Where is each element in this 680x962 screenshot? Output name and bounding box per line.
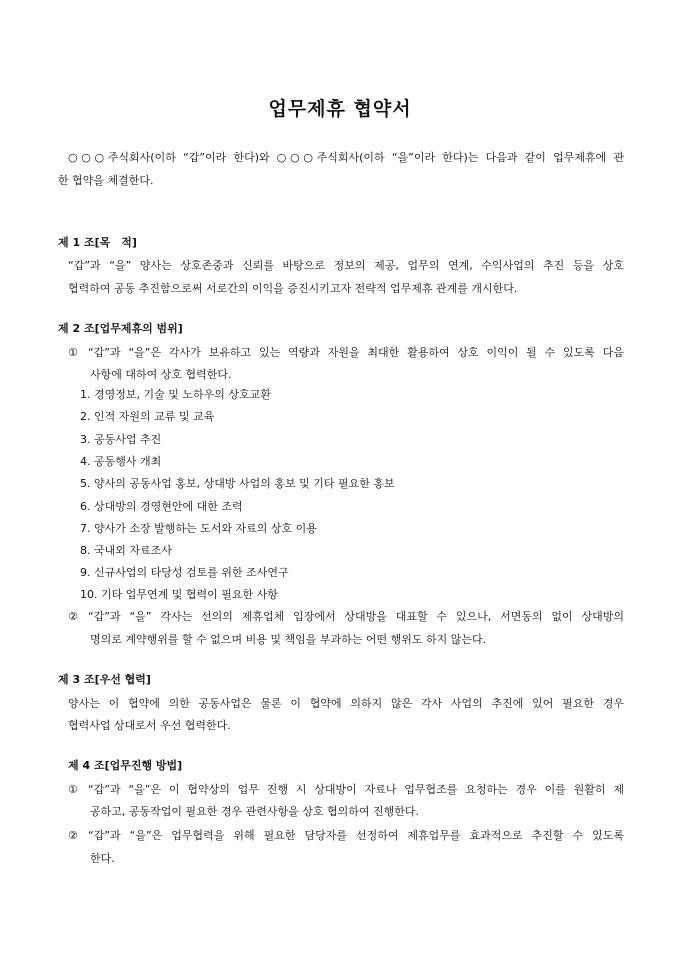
article-2-item-3: 3. 공동사업 추진 (80, 433, 162, 446)
preamble-line-2: 한 협약을 체결한다. (58, 174, 154, 187)
article-2-para-2-line-1: “갑”과 “을” 각사는 선의의 제휴업체 입장에서 상대방을 대표할 수 있으나, 서면동의 없이 상대방의 (88, 610, 624, 623)
article-4-para-1-line-1: “갑”과 “을”은 이 협약상의 업무 진행 시 상대방이 자료나 업무협조를 요청하는 경우 이를 원활히 제 (88, 783, 624, 796)
article-2-para-1-marker: ① (68, 346, 78, 359)
article-4-para-2-line-1: “갑”과 “을”은 업무협력을 위해 필요한 담당자를 선정하여 제휴업무를 효과적으로 추진할 수 있도록 (88, 829, 624, 842)
article-3-line-2: 협력사업 상대로서 우선 협력한다. (68, 719, 231, 732)
article-3-heading: 제 3 조[우선 협력] (58, 673, 151, 686)
article-4-para-2-line-2: 한다. (90, 852, 115, 865)
article-1-line-2: 협력하여 공동 추진함으로써 서로간의 이익을 증진시키고자 전략적 업무제휴 관계를 개시한다. (68, 282, 518, 295)
article-2-para-1-line-2: 사항에 대하여 상호 협력한다. (90, 368, 232, 381)
document-title: 업무제휴 협약서 (268, 98, 412, 120)
article-4-para-1-marker: ① (68, 783, 78, 796)
article-1-heading: 제 1 조[목 적] (58, 236, 137, 249)
article-2-heading: 제 2 조[업무제휴의 범위] (58, 322, 183, 335)
article-2-item-7: 7. 양사가 소장 발행하는 도서와 자료의 상호 이용 (80, 522, 317, 535)
article-4-heading: 제 4 조[업무진행 방법] (68, 759, 183, 772)
article-3-line-1: 양사는 이 협약에 의한 공동사업은 물론 이 협약에 의하지 않은 각사 사업의 추진에 있어 필요한 경우 (68, 697, 624, 710)
article-2-item-6: 6. 상대방의 경영현안에 대한 조력 (80, 500, 243, 513)
article-4-para-1-line-2: 공하고, 공동작업이 필요한 경우 관련사항을 상호 협의하여 진행한다. (90, 805, 419, 818)
article-2-item-2: 2. 인적 자원의 교류 및 교육 (80, 410, 215, 423)
article-2-item-1: 1. 경영정보, 기술 및 노하우의 상호교환 (80, 388, 271, 401)
article-2-para-2-marker: ② (68, 610, 78, 623)
article-2-item-8: 8. 국내외 자료조사 (80, 544, 172, 557)
article-2-para-2-line-2: 명의로 계약행위를 할 수 없으며 비용 및 책임을 부과하는 어떤 행위도 하지 않는다. (90, 633, 487, 646)
preamble-line-1: ○○○주식회사(이하 “갑”이라 한다)와 ○○○주식회사(이하 “을”이라 한다)는 다음과 같이 업무제휴에 관 (68, 151, 624, 164)
article-2-para-1-line-1: “갑”과 “을”은 각사가 보유하고 있는 역량과 자원을 최대한 활용하여 상호 이익이 될 수 있도록 다음 (88, 346, 624, 359)
article-1-line-1: “갑”과 “을” 양사는 상호존중과 신뢰를 바탕으로 정보의 제공, 업무의 연계, 수익사업의 추진 등을 상호 (68, 259, 624, 272)
article-2-item-5: 5. 양사의 공동사업 홍보, 상대방 사업의 홍보 및 기타 필요한 홍보 (80, 477, 395, 490)
article-4-para-2-marker: ② (68, 829, 78, 842)
article-2-item-4: 4. 공동행사 개최 (80, 455, 162, 468)
article-2-item-9: 9. 신규사업의 타당성 검토를 위한 조사연구 (80, 566, 289, 579)
article-2-item-10: 10. 기타 업무연계 및 협력이 필요한 사항 (80, 588, 278, 601)
